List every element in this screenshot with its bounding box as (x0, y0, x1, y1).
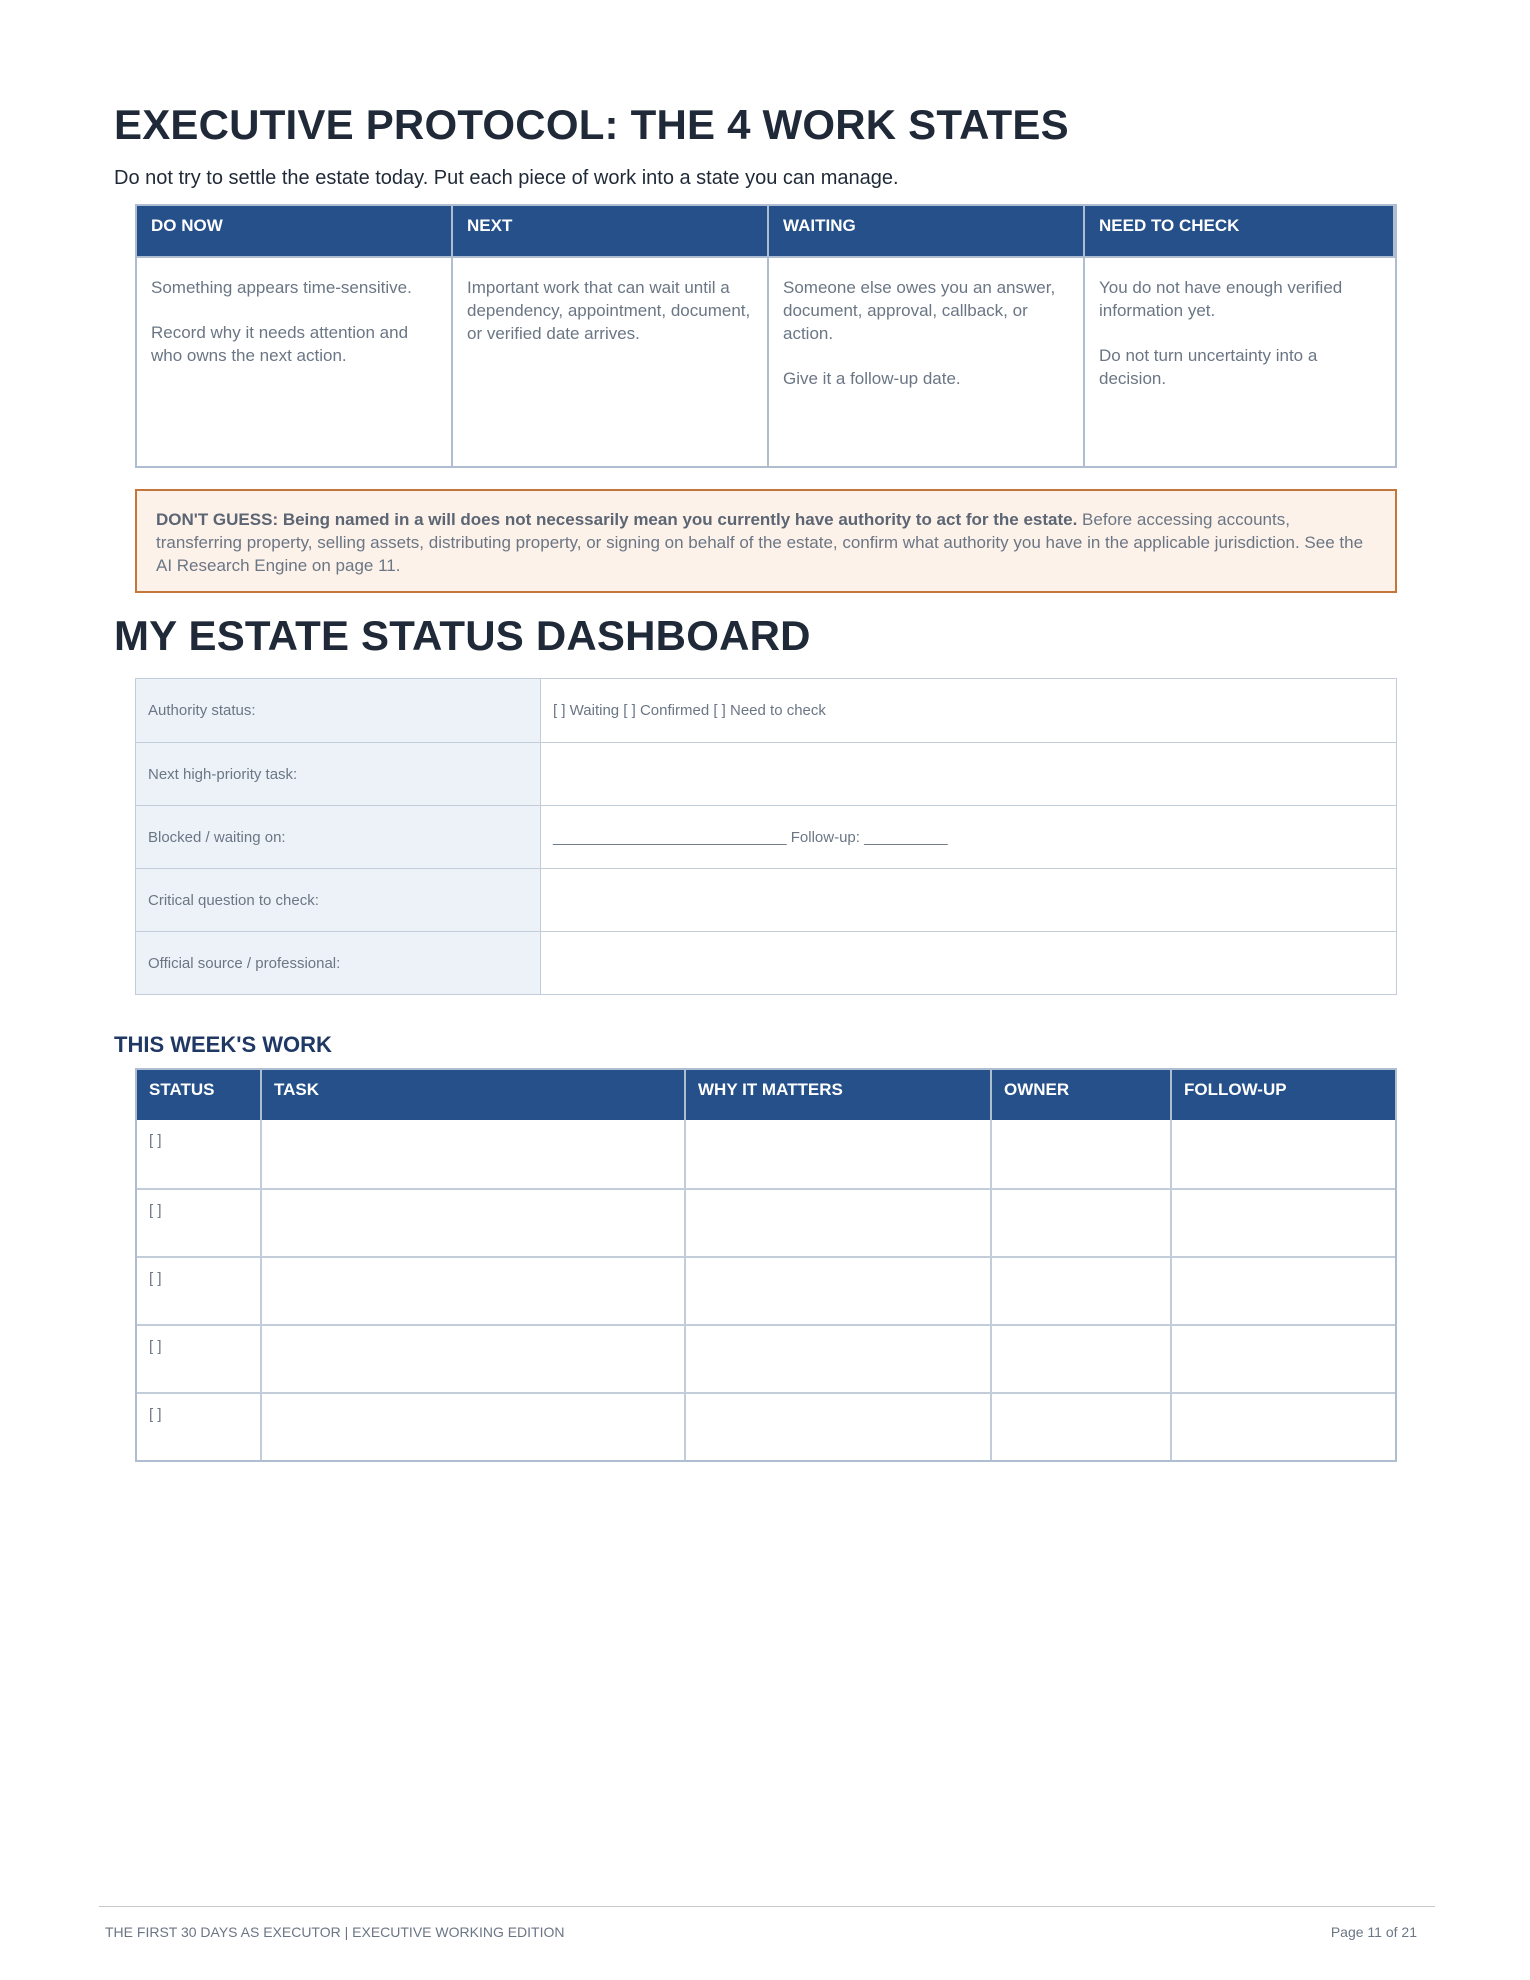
table-row (137, 1188, 1395, 1256)
why-cell[interactable] (686, 1326, 992, 1392)
status-dashboard-table (135, 678, 1397, 995)
dashboard-row (136, 679, 1396, 742)
warning-text: Before accessing accounts, transferring property, selling assets, distributing property, or signing on behalf of the estate, confirm what authority you have in the applicable jurisdiction. See the AI Research Engine on page 11. (156, 510, 1364, 575)
status-checkbox[interactable]: [ ] (137, 1394, 262, 1460)
dashboard-label: Official source / professional: (136, 932, 541, 994)
state-text: Do not turn uncertainty into a decision. (1099, 346, 1318, 388)
status-checkbox[interactable]: [ ] (137, 1326, 262, 1392)
footer-divider (99, 1906, 1435, 1907)
footer-document-title: THE FIRST 30 DAYS AS EXECUTOR | EXECUTIVE WORKING EDITION (105, 1924, 565, 1940)
dashboard-label: Critical question to check: (136, 869, 541, 931)
task-cell[interactable] (262, 1326, 686, 1392)
dashboard-label: Authority status: (136, 679, 541, 742)
state-text: Important work that can wait until a dependency, appointment, document, or verified date arrives. (467, 278, 751, 343)
weekly-work-table (135, 1068, 1397, 1462)
owner-cell[interactable] (992, 1394, 1172, 1460)
follow-up-cell[interactable] (1172, 1120, 1395, 1188)
dashboard-field-authority-status[interactable]: [ ] Waiting [ ] Confirmed [ ] Need to check (553, 702, 826, 719)
status-checkbox[interactable]: [ ] (137, 1258, 262, 1324)
owner-cell[interactable] (992, 1326, 1172, 1392)
why-cell[interactable] (686, 1394, 992, 1460)
state-heading-do-now: DO NOW (137, 206, 453, 256)
state-body-waiting (769, 256, 1085, 466)
footer-page-number: Page 11 of 21 (1330, 1924, 1417, 1940)
task-cell[interactable] (262, 1190, 686, 1256)
work-states-table (135, 204, 1397, 468)
table-row (137, 1392, 1395, 1460)
column-header-why: WHY IT MATTERS (686, 1070, 992, 1120)
dashboard-row (136, 868, 1396, 931)
page-title: EXECUTIVE PROTOCOL: THE 4 WORK STATES (114, 101, 1069, 148)
task-cell[interactable] (262, 1120, 686, 1188)
table-row (137, 1120, 1395, 1188)
table-header-row (137, 1070, 1395, 1120)
follow-up-cell[interactable] (1172, 1326, 1395, 1392)
follow-up-cell[interactable] (1172, 1190, 1395, 1256)
warning-callout (135, 489, 1397, 593)
dashboard-field-official-source[interactable] (541, 932, 1396, 994)
why-cell[interactable] (686, 1258, 992, 1324)
state-text: Give it a follow-up date. (783, 369, 961, 388)
dashboard-label: Next high-priority task: (136, 743, 541, 805)
state-text: Someone else owes you an answer, document, approval, callback, or action. (783, 278, 1056, 343)
status-checkbox[interactable]: [ ] (137, 1120, 262, 1188)
column-header-follow-up: FOLLOW-UP (1184, 1080, 1287, 1099)
dashboard-title: MY ESTATE STATUS DASHBOARD (114, 612, 811, 659)
owner-cell[interactable] (992, 1190, 1172, 1256)
dashboard-row (136, 742, 1396, 805)
table-row (137, 1256, 1395, 1324)
owner-cell[interactable] (992, 1258, 1172, 1324)
state-text: You do not have enough verified information yet. (1099, 278, 1343, 320)
state-text: Record why it needs attention and who owns the next action. (151, 323, 409, 365)
week-heading: THIS WEEK'S WORK (114, 1032, 332, 1057)
warning-bold: DON'T GUESS: Being named in a will does not necessarily mean you currently have authority to act for the estate. (156, 510, 1078, 529)
table-row (137, 1324, 1395, 1392)
page-subtitle: Do not try to settle the estate today. Put each piece of work into a state you can manage. (114, 167, 899, 189)
follow-up-cell[interactable] (1172, 1394, 1395, 1460)
dashboard-field-next-task[interactable] (541, 743, 1396, 805)
task-cell[interactable] (262, 1258, 686, 1324)
state-heading-waiting: WAITING (769, 206, 1085, 256)
column-header-owner: OWNER (992, 1070, 1172, 1120)
column-header-status: STATUS (137, 1070, 262, 1120)
state-heading-need-to-check: NEED TO CHECK (1085, 206, 1395, 256)
state-text: Something appears time-sensitive. (151, 278, 412, 297)
state-body-next (453, 256, 769, 466)
dashboard-field-blocked[interactable]: ____________________________ Follow-up: __________ (553, 828, 948, 846)
why-cell[interactable] (686, 1120, 992, 1188)
state-heading-next: NEXT (453, 206, 769, 256)
owner-cell[interactable] (992, 1120, 1172, 1188)
why-cell[interactable] (686, 1190, 992, 1256)
dashboard-row (136, 805, 1396, 868)
dashboard-field-critical-question[interactable] (541, 869, 1396, 931)
follow-up-cell[interactable] (1172, 1258, 1395, 1324)
status-checkbox[interactable]: [ ] (137, 1190, 262, 1256)
state-body-do-now (137, 256, 453, 466)
state-body-need-to-check (1085, 256, 1395, 466)
dashboard-row (136, 931, 1396, 994)
task-cell[interactable] (262, 1394, 686, 1460)
column-header-task: TASK (262, 1070, 686, 1120)
dashboard-label: Blocked / waiting on: (136, 806, 541, 868)
